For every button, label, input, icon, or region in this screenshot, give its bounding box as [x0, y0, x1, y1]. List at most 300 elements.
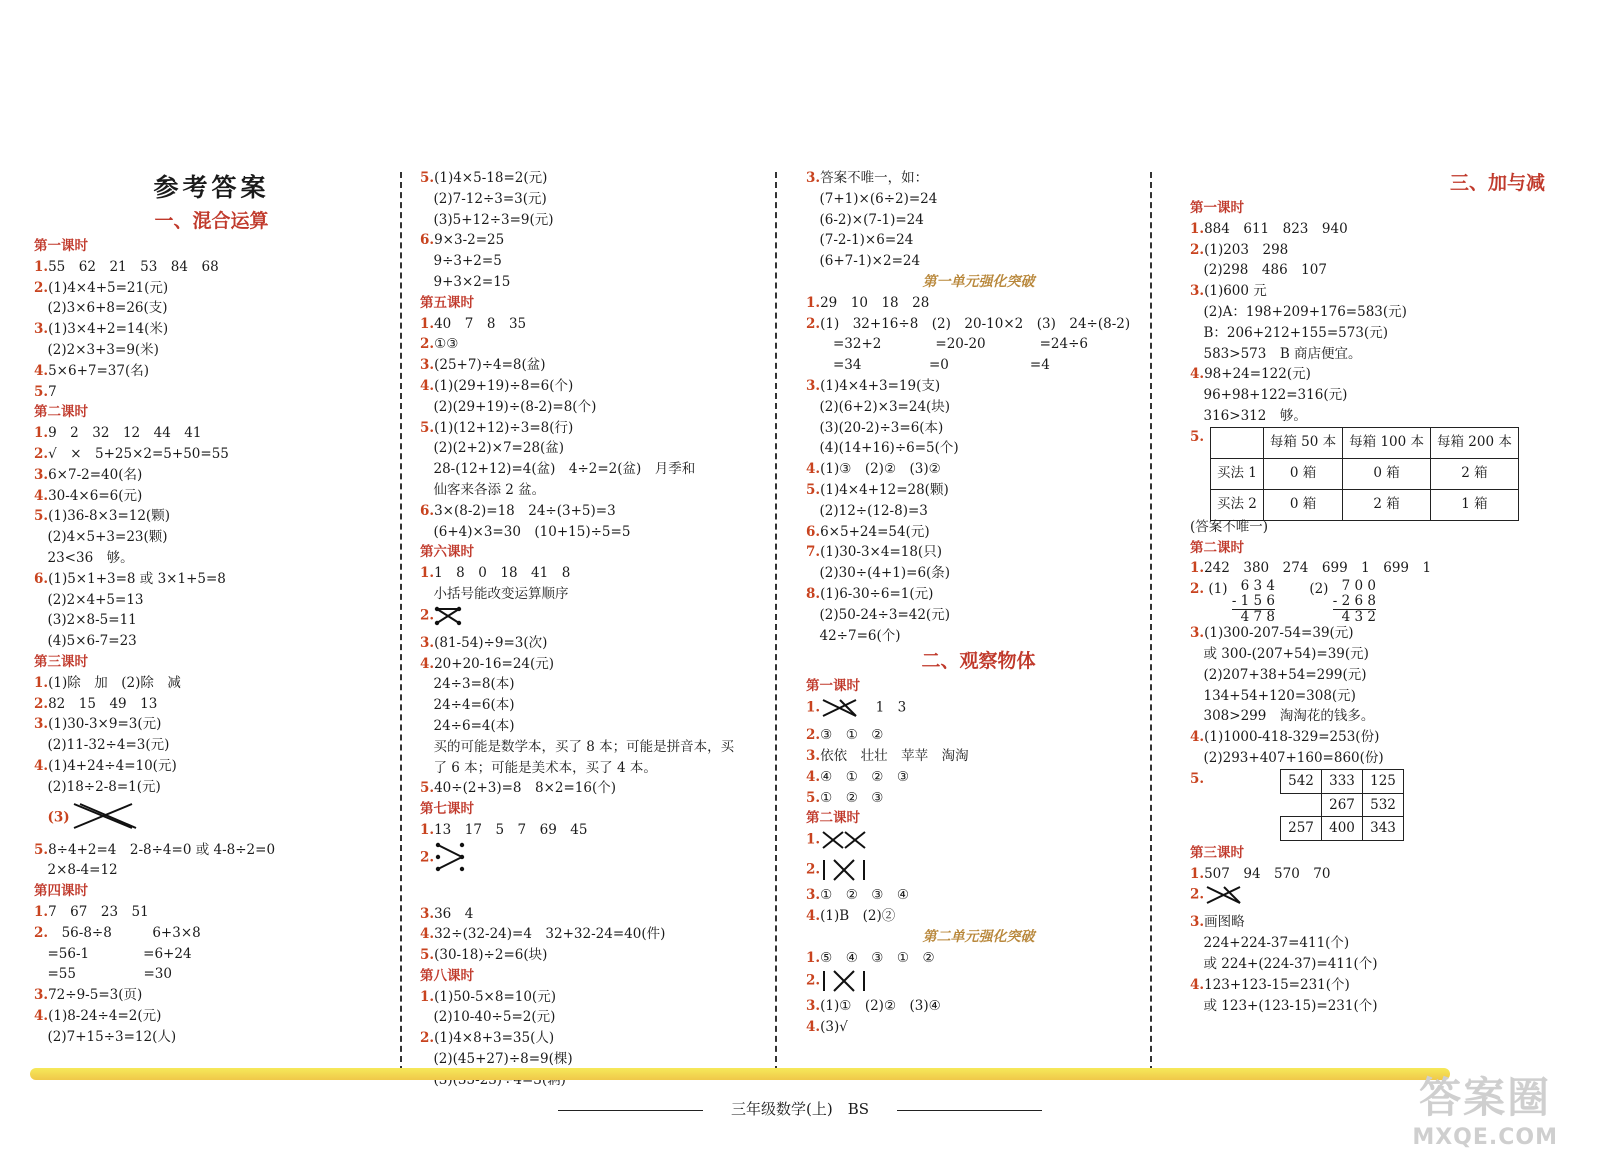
- answer-line: [420, 459, 790, 480]
- answer-text: 小括号能改变运算顺序: [420, 585, 569, 602]
- answer-line: [1190, 385, 1585, 406]
- difference: 4 3 2: [1333, 609, 1376, 625]
- answer-line: [1190, 558, 1585, 579]
- answer-text: (2)(2+2)×7=28(盆): [420, 440, 565, 457]
- answer-text: ⑤ ④ ③ ① ②: [820, 949, 935, 966]
- answer-line: [34, 569, 389, 590]
- answer-line: [1190, 727, 1585, 748]
- footer-rule-right: [897, 1110, 1042, 1111]
- answer-text: 依依 壮壮 苹苹 淘淘: [820, 747, 969, 764]
- answer-line: [420, 1049, 790, 1070]
- unit-heading: 三、加与减: [1449, 172, 1545, 194]
- answer-text: (1)4+24÷4=10(元): [48, 757, 177, 774]
- answer-text: (1)(12+12)÷3=8(行): [434, 419, 574, 436]
- question-number: 2.: [420, 336, 435, 353]
- answer-text: ④ ① ② ③: [820, 768, 910, 785]
- watermark-text: 答案圈: [1419, 1073, 1552, 1122]
- answer-line: [34, 610, 389, 631]
- question-number: 5.: [1190, 428, 1205, 445]
- answer-text: (1)① (2)② (3)④: [820, 998, 941, 1015]
- answer-line: [1190, 665, 1585, 686]
- answer-line: [420, 674, 790, 695]
- answer-text: (1) 32+16÷8 (2) 20-10×2 (3) 24÷(8-2): [820, 315, 1131, 332]
- answer-text: (6+4)×3=30 (10+15)÷5=5: [420, 523, 631, 540]
- answer-text: (1)8-24÷4=2(元): [48, 1007, 162, 1024]
- question-number: 6.: [420, 232, 435, 249]
- question-number: 1.: [806, 699, 821, 716]
- question-number: 4.: [34, 487, 49, 504]
- answer-line: [34, 298, 389, 319]
- answer-text: (2)7+15÷3=12(人): [34, 1028, 177, 1045]
- answer-line: [34, 319, 389, 340]
- answer-text: (4)(14+16)÷6=5(个): [806, 440, 959, 457]
- question-number: 2.: [420, 1030, 435, 1047]
- answer-line: [806, 725, 1151, 746]
- answer-text: (2)3×6+8=26(支): [34, 300, 168, 317]
- answer-text: 884 611 823 940: [1204, 220, 1348, 237]
- answer-line: [420, 251, 790, 272]
- subtrahend: - 1 5 6: [1231, 593, 1276, 610]
- column-divider-1: [400, 172, 402, 1072]
- part-label: (1): [1208, 581, 1228, 598]
- answer-line: [420, 883, 790, 904]
- footer-rule-left: [558, 1110, 703, 1111]
- question-number: 3.: [34, 466, 49, 483]
- answer-text: 13 17 5 7 69 45: [434, 821, 588, 838]
- answer-line: [806, 314, 1151, 335]
- answer-line: [420, 584, 790, 605]
- question-number: 3.: [34, 321, 49, 338]
- question-number: 3.: [1190, 914, 1205, 931]
- unit-review-heading: 第一单元强化突破: [922, 273, 1035, 290]
- answer-text: (2)50-24÷3=42(元): [806, 606, 950, 623]
- answer-text: 6×5+24=54(元): [820, 523, 930, 540]
- table-cell: 0 箱: [1263, 489, 1342, 520]
- answer-line: [806, 767, 1151, 788]
- answer-text: (30-18)÷2=6(块): [434, 947, 548, 964]
- answer-text: (6+7-1)×2=24: [806, 253, 921, 270]
- question-number: 2.: [806, 972, 821, 989]
- answer-text: ③ ① ②: [820, 727, 884, 744]
- answer-text: (3)(20-2)÷3=6(本): [806, 419, 944, 436]
- question-number: 8.: [806, 585, 821, 602]
- question-number: 1.: [420, 565, 435, 582]
- answer-text: 123+123-15=231(个): [1204, 976, 1350, 993]
- answer-line: [806, 584, 1151, 605]
- answer-text: 2×8-4=12: [34, 862, 118, 879]
- vertical-subtraction: [1190, 578, 1585, 626]
- answer-line: [1190, 748, 1585, 769]
- answer-text: 72÷9-5=3(页): [48, 987, 143, 1004]
- unit-heading: 一、混合运算: [154, 210, 269, 232]
- answer-text: (2)2×4+5=13: [34, 591, 144, 608]
- question-number: 3.: [34, 987, 49, 1004]
- answer-text: 30-4×6=6(元): [48, 487, 143, 504]
- answer-line: [1190, 219, 1585, 240]
- answer-line: [806, 626, 1151, 647]
- answer-line: [806, 230, 1151, 251]
- answer-line: [420, 563, 790, 584]
- question-number: 3.: [806, 747, 821, 764]
- question-number: 3.: [806, 998, 821, 1015]
- answer-line: [806, 906, 1151, 927]
- answer-text: 40÷(2+3)=8 8×2=16(个): [434, 780, 617, 797]
- matching-lines-figure: [434, 841, 468, 875]
- matching-lines-figure: [820, 697, 862, 719]
- answer-line: [34, 735, 389, 756]
- vertical-calc-b: [1333, 579, 1376, 625]
- question-number: 1.: [1190, 220, 1205, 237]
- matching-lines-figure: [820, 968, 870, 994]
- question-number: 2.: [34, 695, 49, 712]
- answer-text: =32+2 =20-20 =24÷6: [806, 336, 1089, 353]
- answer-text: 20+20-16=24(元): [434, 655, 555, 672]
- part-label: (2): [1309, 581, 1329, 598]
- subtrahend: - 2 6 8: [1332, 593, 1376, 610]
- answer-text: (1)(29+19)÷8=6(个): [434, 377, 574, 394]
- table-cell: 2 箱: [1343, 489, 1431, 520]
- lesson-heading: 第二课时: [34, 404, 88, 421]
- answer-text: (7+1)×(6÷2)=24: [806, 190, 938, 207]
- difference: 4 7 8: [1232, 609, 1275, 625]
- question-number: 4.: [1190, 976, 1205, 993]
- lesson-heading: 第三课时: [34, 653, 88, 670]
- answer-line: [806, 355, 1151, 376]
- question-number: 1.: [420, 315, 435, 332]
- answer-text: 24÷3=8(本): [420, 676, 515, 693]
- buy-plan-table: [1210, 427, 1519, 521]
- answer-line: [34, 361, 389, 382]
- answer-text: (6-2)×(7-1)=24: [806, 211, 924, 228]
- table-row: [1281, 769, 1404, 793]
- answer-text: 56-8÷8 6+3×8: [48, 924, 201, 941]
- watermark-url: MXQE.COM: [1412, 1125, 1558, 1150]
- grid-cell: 333: [1322, 769, 1363, 793]
- answer-text: 9+3×2=15: [420, 273, 511, 290]
- page-title: 参考答案: [153, 173, 270, 202]
- answer-line: [34, 527, 389, 548]
- answer-text: (2)298 486 107: [1190, 262, 1327, 279]
- answer-line: [34, 506, 389, 527]
- question-number: 3.: [1190, 283, 1205, 300]
- answer-line: [34, 902, 389, 923]
- answer-line: [806, 168, 1151, 189]
- answer-text: 28-(12+12)=4(盆) 4÷2=2(盆) 月季和: [420, 461, 696, 478]
- question-number: 5.: [34, 508, 49, 525]
- answer-text: B：206+212+155=573(元): [1190, 324, 1388, 341]
- answer-line: [420, 418, 790, 439]
- question-number: 3.: [806, 170, 821, 186]
- answer-text: 9÷3+2=5: [420, 253, 502, 270]
- figure-answer: [806, 968, 1151, 996]
- answer-text: (2)207+38+54=299(元): [1190, 666, 1367, 683]
- table-row: [1211, 489, 1519, 520]
- answer-text: (1)3×4+2=14(米): [48, 321, 169, 338]
- answer-line: [34, 985, 389, 1006]
- question-number: 1.: [806, 294, 821, 311]
- answer-line: [34, 714, 389, 735]
- answer-line: [806, 522, 1151, 543]
- answer-text: 仙客来各添 2 盆。: [420, 481, 546, 498]
- number-grid-block: [1190, 769, 1585, 843]
- answer-text: (2)293+407+160=860(份): [1190, 749, 1384, 766]
- answer-line: [806, 788, 1151, 809]
- answer-line: [806, 746, 1151, 767]
- unit-review-heading: 第二单元强化突破: [922, 928, 1035, 945]
- answer-line: [420, 1007, 790, 1028]
- answer-line: [1190, 996, 1585, 1017]
- answer-line: [806, 293, 1151, 314]
- question-number: 2.: [1190, 241, 1205, 258]
- question-number: 4.: [1190, 729, 1205, 746]
- question-number: 2.: [1190, 581, 1205, 598]
- answer-text: (7-2-1)×6=24: [806, 232, 914, 249]
- answer-line: [34, 1006, 389, 1027]
- matching-lines-figure: [820, 857, 870, 883]
- answer-line: [34, 840, 389, 861]
- lesson-heading: 第一课时: [806, 678, 860, 695]
- answer-text: (2)10-40÷5=2(元): [420, 1009, 556, 1026]
- answer-line: [420, 168, 790, 189]
- answer-line: [420, 945, 790, 966]
- answer-text: (1)B (2)②: [820, 907, 896, 924]
- answer-line: [34, 777, 389, 798]
- question-number: 4.: [806, 907, 821, 924]
- question-number: 5.: [420, 170, 435, 186]
- figure-answer: [420, 605, 790, 633]
- answer-text: (2)4×5+3=23(颗): [34, 529, 168, 546]
- question-number: 1.: [34, 903, 49, 920]
- answer-line: [420, 924, 790, 945]
- answer-text: 24÷6=4(本): [420, 717, 515, 734]
- figure-answer: [806, 697, 1151, 725]
- minuend: 6 3 4: [1240, 578, 1276, 595]
- answer-text: 9×3-2=25: [434, 232, 505, 249]
- answer-text: (2)2×3+3=9(米): [34, 341, 159, 358]
- answer-line: [420, 355, 790, 376]
- question-number: 3.: [420, 634, 435, 651]
- answer-line: [34, 860, 389, 881]
- minuend: 7 0 0: [1341, 578, 1376, 595]
- answer-line: [806, 563, 1151, 584]
- lesson-heading: 第二课时: [806, 810, 860, 827]
- answer-text: 583>573 B 商店便宜。: [1190, 345, 1362, 362]
- table-cell: 每箱 50 本: [1263, 427, 1342, 458]
- footer-highlight-bar: [30, 1068, 1450, 1080]
- answer-line: [1190, 954, 1585, 975]
- question-number: 5.: [420, 947, 435, 964]
- question-number: 1.: [34, 425, 49, 442]
- answer-text: (2)30÷(4+1)=6(条): [806, 565, 951, 582]
- table-cell: 买法 2: [1211, 489, 1264, 520]
- question-number: 3.: [806, 377, 821, 394]
- answer-line: [420, 376, 790, 397]
- answer-column-1: [34, 168, 389, 1047]
- table-row: [1281, 817, 1404, 841]
- figure-answer: [420, 841, 790, 883]
- answer-text: 42÷7=6(个): [806, 627, 901, 644]
- answer-column-2: [420, 168, 790, 1091]
- answer-line: [806, 1017, 1151, 1038]
- number-grid: [1280, 769, 1404, 841]
- buy-plan-block: [1190, 427, 1585, 517]
- answer-line: [34, 756, 389, 777]
- answer-text: (1)5×1+3=8 或 3×1+5=8: [48, 570, 226, 587]
- answer-line: [1190, 975, 1585, 996]
- answer-text: 242 380 274 699 1 699 1: [1204, 560, 1432, 577]
- grid-cell: 400: [1322, 817, 1363, 841]
- answer-line: [806, 376, 1151, 397]
- answer-line: [806, 885, 1151, 906]
- answer-line: [420, 716, 790, 737]
- question-number: 2.: [806, 315, 821, 332]
- answer-line: [806, 334, 1151, 355]
- footer-text: 三年级数学(上) BS: [730, 1100, 869, 1118]
- answer-line: [34, 694, 389, 715]
- answer-line: [34, 631, 389, 652]
- question-number: 5.: [1190, 770, 1205, 787]
- question-number: 2.: [34, 445, 49, 462]
- question-number: 4.: [420, 377, 435, 394]
- answer-text: (1)300-207-54=39(元): [1204, 625, 1354, 642]
- answer-text: 或 224+(224-37)=411(个): [1190, 955, 1378, 972]
- question-number: 3.: [34, 716, 49, 733]
- lesson-heading: 第三课时: [1190, 844, 1244, 861]
- question-number: 3.: [420, 357, 435, 374]
- answer-text: (25+7)÷4=8(盆): [434, 357, 546, 374]
- answer-line: [420, 633, 790, 654]
- question-number: 1.: [1190, 560, 1205, 577]
- answer-line: [34, 923, 389, 944]
- answer-text: (2)18÷2-8=1(元): [34, 778, 161, 795]
- answer-text: (1)600 元: [1204, 283, 1267, 300]
- question-number: 4.: [1190, 366, 1205, 383]
- question-number: 3.: [806, 887, 821, 904]
- answer-line: [1190, 686, 1585, 707]
- answer-line: [34, 340, 389, 361]
- answer-line: [34, 444, 389, 465]
- matching-lines-figure: [70, 798, 140, 838]
- table-row: [1281, 793, 1404, 817]
- question-number: 1.: [1190, 865, 1205, 882]
- figure-answer: [806, 829, 1151, 857]
- answer-text: =55 =30: [34, 966, 172, 983]
- answer-text: 224+224-37=411(个): [1190, 935, 1350, 952]
- grid-cell: 267: [1322, 793, 1363, 817]
- page-footer: [0, 1098, 1600, 1119]
- lesson-heading: 第一课时: [1190, 200, 1244, 216]
- answer-line: [420, 272, 790, 293]
- answer-line: [806, 418, 1151, 439]
- lesson-heading: 第八课时: [420, 967, 474, 984]
- answer-line: [1190, 364, 1585, 385]
- answer-text: (4)5×6-7=23: [34, 633, 137, 650]
- answer-line: [420, 820, 790, 841]
- answer-text: (2)11-32÷4=3(元): [34, 737, 170, 754]
- answer-line: [420, 210, 790, 231]
- answer-line: [420, 501, 790, 522]
- answer-line: [1190, 323, 1585, 344]
- answer-text: √ × 5+25×2=5+50=55: [48, 445, 229, 462]
- answer-text: =34 =0 =4: [806, 357, 1050, 374]
- answer-text: ① ② ③ ④: [820, 887, 910, 904]
- question-number: 5.: [420, 780, 435, 797]
- question-number: 2.: [1190, 886, 1205, 903]
- answer-text: (1)4×8+3=35(人): [434, 1030, 555, 1047]
- matching-lines-figure: [1204, 884, 1246, 906]
- answer-text: (3)√: [820, 1019, 848, 1036]
- matching-lines-figure: [820, 829, 870, 851]
- answer-text: 82 15 49 13: [48, 695, 158, 712]
- lesson-heading: 第一课时: [34, 238, 88, 254]
- question-number: 1.: [420, 821, 435, 838]
- question-number: 2.: [806, 861, 821, 878]
- answer-line: [34, 1027, 389, 1048]
- grid-cell: 125: [1363, 769, 1404, 793]
- answer-text: (2)(29+19)÷(8-2)=8(个): [420, 398, 597, 415]
- answer-text: 316>312 够。: [1190, 407, 1307, 424]
- answer-line: [806, 480, 1151, 501]
- answer-line: [34, 590, 389, 611]
- table-row: [1211, 458, 1519, 489]
- answer-text: (1)6-30÷6=1(元): [820, 585, 934, 602]
- grid-cell: 343: [1363, 817, 1404, 841]
- answer-text: 98+24=122(元): [1204, 366, 1311, 383]
- table-cell: [1211, 427, 1264, 458]
- question-number: 4.: [806, 768, 821, 785]
- answer-text: (1)4×4+5=21(元): [48, 279, 169, 296]
- vertical-calc-a: [1232, 579, 1275, 625]
- question-number: 1.: [34, 258, 49, 275]
- answer-line: [806, 189, 1151, 210]
- question-number: 4.: [420, 655, 435, 672]
- question-number: 3.: [1190, 625, 1205, 642]
- answer-text: 29 10 18 28: [820, 294, 930, 311]
- question-number: 4.: [34, 1007, 49, 1024]
- answer-text: (81-54)÷9=3(次): [434, 634, 548, 651]
- answer-line: [420, 397, 790, 418]
- question-number: 4.: [806, 461, 821, 478]
- table-cell: 0 箱: [1263, 458, 1342, 489]
- answer-line: [34, 486, 389, 507]
- answer-line: [420, 758, 790, 779]
- answer-note: (答案不唯一): [1190, 518, 1269, 535]
- answer-text: (1)除 加 (2)除 减: [48, 674, 181, 691]
- answer-text: 买的可能是数学本，买了 8 本；可能是拼音本，买: [420, 738, 735, 755]
- answer-text: (1)30-3×4=18(只): [820, 544, 942, 561]
- answer-line: [420, 1028, 790, 1049]
- table-cell: 每箱 100 本: [1343, 427, 1431, 458]
- question-number: 4.: [420, 926, 435, 943]
- unit-heading: 二、观察物体: [921, 650, 1036, 673]
- answer-line: [806, 948, 1151, 969]
- answer-line: [806, 210, 1151, 231]
- question-number: 2.: [420, 849, 435, 866]
- answer-line: [420, 987, 790, 1008]
- answer-text: 7 67 23 51: [48, 903, 149, 920]
- answer-line: [34, 548, 389, 569]
- watermark-logo: [1412, 1065, 1558, 1150]
- grid-cell: [1281, 793, 1322, 817]
- lesson-heading: 第二课时: [1190, 539, 1244, 556]
- answer-text: ①③: [434, 336, 459, 353]
- answer-text: (1)36-8×3=12(颗): [48, 508, 170, 525]
- question-number: 4.: [806, 1019, 821, 1036]
- question-number: 1.: [806, 949, 821, 966]
- answer-text: (3)5+12÷3=9(元): [420, 211, 554, 228]
- answer-text: 308>299 淘淘花的钱多。: [1190, 708, 1375, 725]
- grid-cell: 532: [1363, 793, 1404, 817]
